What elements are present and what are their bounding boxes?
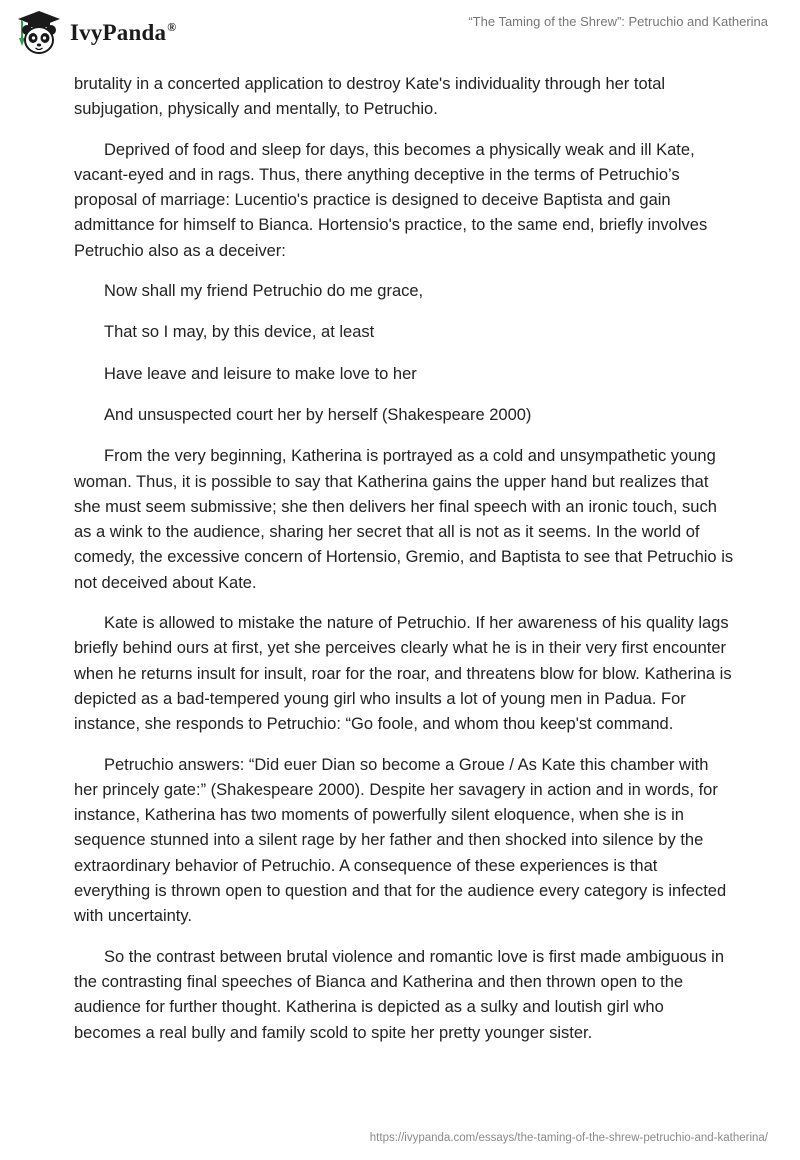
essay-body [74, 72, 734, 1061]
paragraph: Petruchio answers: “Did euer Dian so become a Groue / As Kate this chamber with her princely gate:” (Shakespeare 2000). Despite her savagery in action and in words, for instance, Katherina has two moments of powerfully silent eloquence, when she is in sequence stunned into a silent rage by her father and then shocked into silence by the extraordinary behavior of Petruchio. A consequence of these experiences is that everything is thrown open to question and that for the audience every category is infected with uncertainty. [74, 755, 727, 926]
registered-mark: ® [167, 20, 177, 35]
source-url[interactable]: https://ivypanda.com/essays/the-taming-of-the-shrew-petruchio-and-katherina/ [369, 1132, 768, 1144]
paragraph-continued: brutality in a concerted application to destroy Kate's individuality through her total subjugation, physically and mentally, to Petruchio. [74, 75, 666, 119]
ivypanda-logo[interactable] [14, 8, 176, 58]
logo-wordmark: IvyPanda® [70, 20, 177, 45]
verse-line: And unsuspected court her by herself (Shakespeare 2000) [104, 405, 532, 424]
paragraph: So the contrast between brutal violence and romantic love is first made ambiguous in the contrasting final speeches of Bianca and Katherina and then thrown open to the audience for further thought. Katherina is depicted as a sulky and loutish girl who becomes a real bully and family scold to spite her pretty younger sister. [74, 947, 724, 1042]
paragraph: From the very beginning, Katherina is portrayed as a cold and unsympathetic young woman. Thus, it is possible to say that Katherina gains the upper hand but realizes that she must seem submissive; she then delivers her final speech with an ironic touch, such as a wink to the audience, sharing her secret that all is not as it seems. In the world of comedy, the excessive concern of Hortensio, Gremio, and Baptista to see that Petruchio is not deceived about Kate. [74, 447, 734, 592]
paragraph: Kate is allowed to mistake the nature of Petruchio. If her awareness of his quality lags briefly behind ours at first, yet she perceives clearly what he is in their very first encounter when he returns insult for insult, roar for the roar, and threatens blow for blow. Katherina is depicted as a bad-tempered young girl who insults a lot of young men in Padua. For instance, she responds to Petruchio: “Go foole, and whom thou keep'st command. [74, 614, 732, 734]
essay-title: “The Taming of the Shrew”: Petruchio and Katherina [468, 14, 768, 29]
verse-line: Now shall my friend Petruchio do me grace, [104, 282, 424, 301]
panda-graduate-icon [14, 8, 64, 58]
page-header [0, 0, 800, 64]
verse-line: Have leave and leisure to make love to her [104, 364, 417, 383]
paragraph: Deprived of food and sleep for days, this becomes a physically weak and ill Kate, vacant-eyed and in rags. Thus, there anything deceptive in the terms of Petruchio’s proposal of marriage: Lucentio's practice is designed to deceive Baptista and gain admittance for himself to Bianca. Hortensio's practice, to the same end, briefly involves Petruchio also as a deceiver: [74, 140, 708, 260]
verse-line: That so I may, by this device, at least [104, 323, 375, 342]
